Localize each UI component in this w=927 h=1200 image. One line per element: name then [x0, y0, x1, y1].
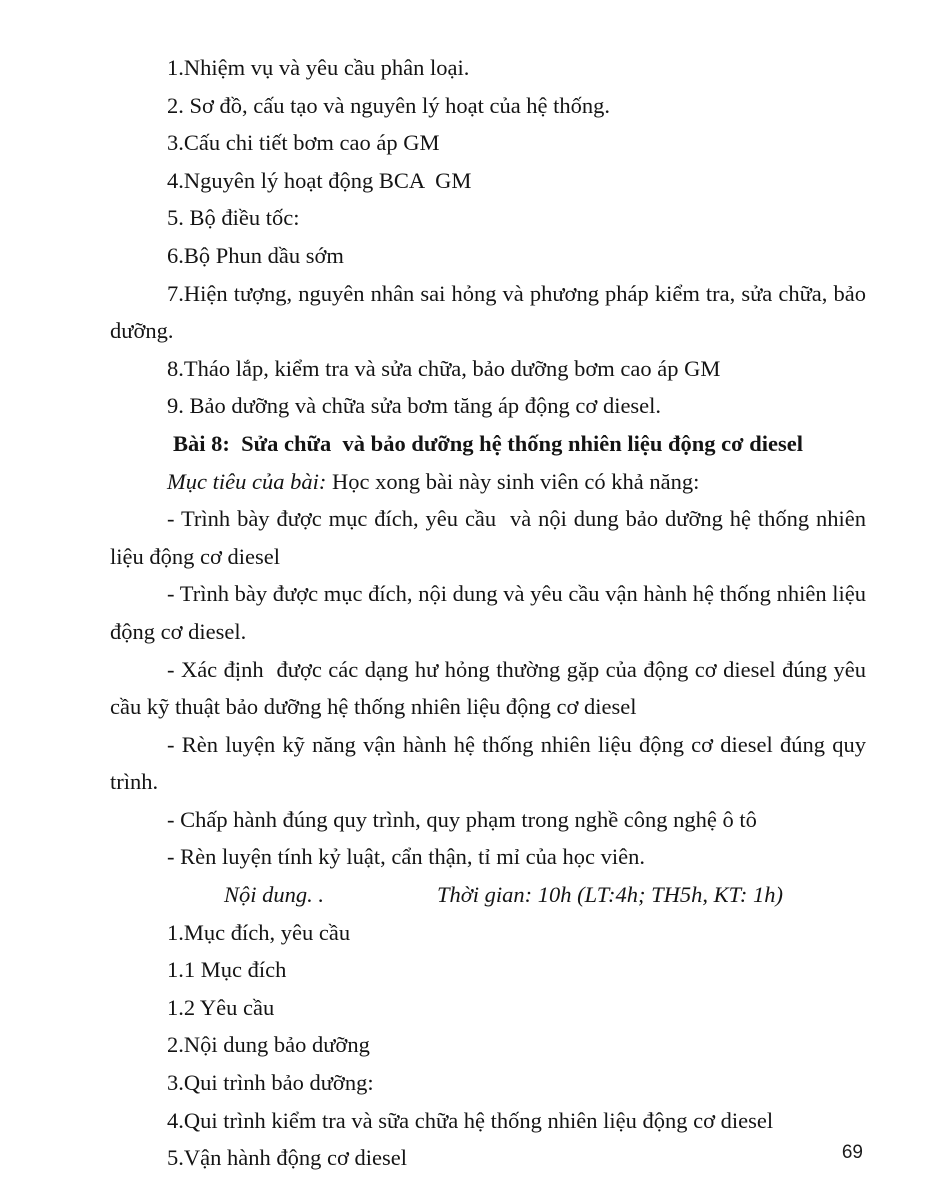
objective-item: - Xác định được các dạng hư hỏng thường gặp của động cơ diesel đúng yêu cầu kỹ thuật bảo dưỡng hệ thống nhiên liệu động cơ diesel — [110, 656, 872, 720]
outline-item: 2.Nội dung bảo dưỡng — [167, 1032, 370, 1058]
intro-item: 6.Bộ Phun dầu sớm — [167, 242, 344, 268]
outline-item: 1.1 Mục đích — [167, 957, 287, 983]
outline-item: 1.Mục đích, yêu cầu — [167, 919, 351, 945]
content-label: Nội dung. . — [224, 882, 325, 908]
time-info: Thời gian: 10h (LT:4h; TH5h, KT: 1h) — [437, 882, 783, 908]
objective-item: - Chấp hành đúng quy trình, quy phạm trong nghề công nghệ ô tô — [167, 806, 757, 832]
content-time-row — [110, 876, 866, 914]
outline-item: 1.2 Yêu cầu — [167, 994, 275, 1020]
objective-item: - Trình bày được mục đích, yêu cầu và nội dung bảo dưỡng hệ thống nhiên liệu động cơ diesel — [110, 506, 872, 569]
intro-item: 7.Hiện tượng, nguyên nhân sai hỏng và phương pháp kiểm tra, sửa chữa, bảo dưỡng. — [110, 280, 872, 344]
outline-item: 5.Vận hành động cơ diesel — [167, 1145, 407, 1171]
lesson-title: Bài 8: Sửa chữa và bảo dưỡng hệ thống nhiên liệu động cơ diesel — [173, 430, 803, 456]
outline-item: 4.Qui trình kiểm tra và sữa chữa hệ thống nhiên liệu động cơ diesel — [167, 1107, 774, 1133]
objective-item: - Rèn luyện kỹ năng vận hành hệ thống nhiên liệu động cơ diesel đúng quy trình. — [110, 731, 872, 795]
objective-intro-text: Học xong bài này sinh viên có khả năng: — [326, 468, 700, 494]
objective-label: Mục tiêu của bài: — [167, 468, 327, 494]
intro-item: 9. Bảo dưỡng và chữa sửa bơm tăng áp động cơ diesel. — [167, 393, 662, 419]
objective-item: - Rèn luyện tính kỷ luật, cẩn thận, tỉ mỉ của học viên. — [167, 844, 646, 870]
intro-item: 3.Cấu chi tiết bơm cao áp GM — [167, 130, 440, 156]
outline-item: 3.Qui trình bảo dưỡng: — [167, 1070, 374, 1096]
intro-item: 1.Nhiệm vụ và yêu cầu phân loại. — [167, 55, 470, 80]
intro-item: 2. Sơ đồ, cấu tạo và nguyên lý hoạt của hệ thống. — [167, 92, 611, 118]
page-number: 69 — [841, 1142, 863, 1163]
intro-item: 8.Tháo lắp, kiểm tra và sửa chữa, bảo dưỡng bơm cao áp GM — [167, 355, 721, 381]
page-content — [110, 0, 872, 1177]
objective-item: - Trình bày được mục đích, nội dung và yêu cầu vận hành hệ thống nhiên liệu động cơ diesel. — [110, 581, 872, 644]
objective-intro-line — [110, 463, 866, 501]
intro-item: 5. Bộ điều tốc: — [167, 205, 300, 231]
intro-item: 4.Nguyên lý hoạt động BCA GM — [167, 167, 472, 193]
